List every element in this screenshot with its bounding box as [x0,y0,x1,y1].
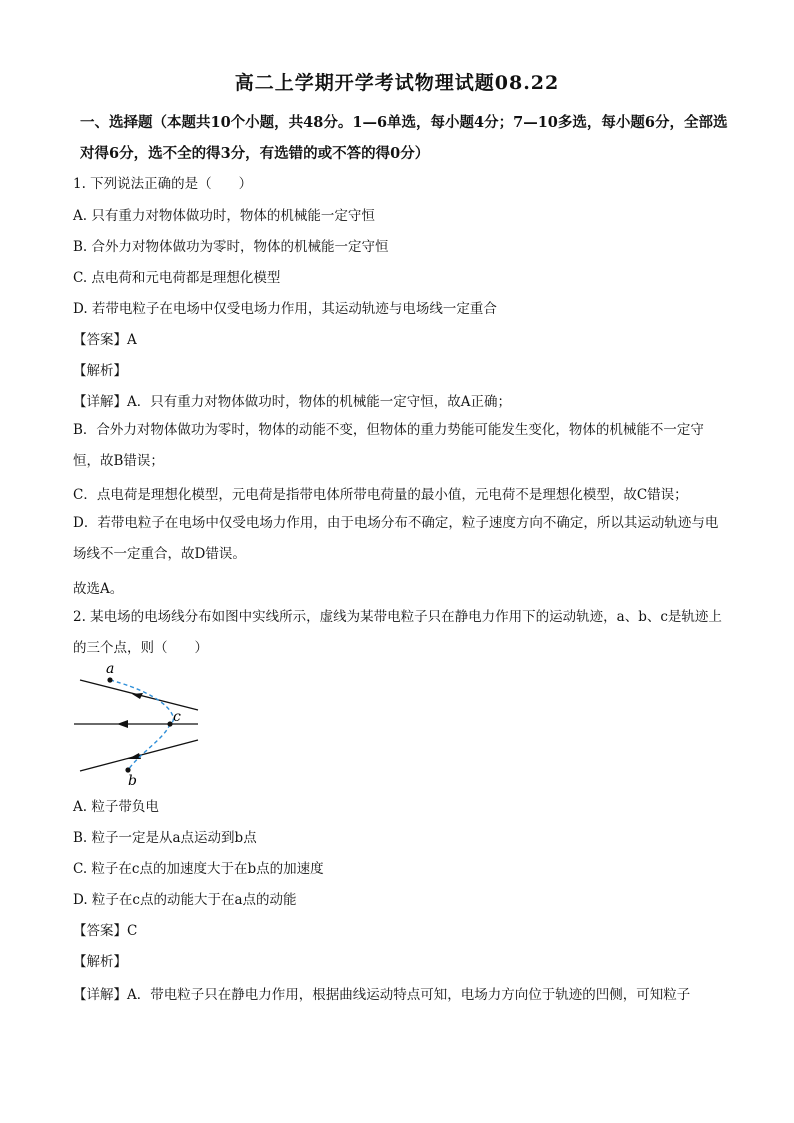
point-b [125,767,130,772]
q1-option-b: B. 合外力对物体做功为零时，物体的机械能一定守恒 [73,239,389,255]
q1-analysis-label: 【解析】 [73,363,127,379]
q2-stem: 2. 某电场的电场线分布如图中实线所示，虚线为某带电粒子只在静电力作用下的运动轨迹，a、b、c是轨迹上的三个点，则（ ） [73,609,722,656]
electric-field-figure [70,658,210,788]
arrow-upper [132,693,143,699]
q1-conclusion: 故选A。 [73,581,124,597]
q1-stem: 1. 下列说法正确的是（ ） [73,176,253,192]
label-c: c [173,709,181,725]
q1-option-c: C. 点电荷和元电荷都是理想化模型 [73,270,281,286]
q1-detail-a: 【详解】A．只有重力对物体做功时，物体的机械能一定守恒，故A正确； [73,394,511,410]
q1-detail-b: B．合外力对物体做功为零时，物体的动能不变，但物体的重力势能可能发生变化，物体的机械能不一定守恒，故B错误； [73,422,704,469]
q1-answer: 【答案】A [73,332,137,348]
q2-option-a: A. 粒子带负电 [73,799,159,815]
q1-detail-d: D．若带电粒子在电场中仅受电场力作用，由于电场分布不确定，粒子速度方向不确定，所以其运动轨迹与电场线不一定重合，故D错误。 [73,515,719,562]
label-a: a [106,661,115,677]
q2-detail: 【详解】A．带电粒子只在静电力作用，根据曲线运动特点可知，电场力方向位于轨迹的凹侧，可知粒子 [73,987,691,1003]
point-a [107,677,112,682]
q2-option-d: D. 粒子在c点的动能大于在a点的动能 [73,892,297,908]
q2-answer: 【答案】C [73,923,138,939]
section-heading: 一、选择题（本题共10个小题，共48分。1—6单选，每小题4分；7—10多选，每小题6分，全部选对得6分，选不全的得3分，有选错的或不答的得0分） [80,114,728,162]
label-b: b [128,773,137,788]
q1-detail-c: C．点电荷是理想化模型，元电荷是指带电体所带电荷量的最小值，元电荷不是理想化模型，故C错误； [73,487,688,503]
q2-option-b: B. 粒子一定是从a点运动到b点 [73,830,257,846]
arrow-middle [117,720,128,728]
q2-option-c: C. 粒子在c点的加速度大于在b点的加速度 [73,861,324,877]
arrow-lower [128,753,141,759]
q1-option-a: A. 只有重力对物体做功时，物体的机械能一定守恒 [73,208,375,224]
page-title: 高二上学期开学考试物理试题08.22 [234,72,560,94]
point-c [167,721,172,726]
q1-option-d: D. 若带电粒子在电场中仅受电场力作用，其运动轨迹与电场线一定重合 [73,301,497,317]
q2-analysis-label: 【解析】 [73,954,127,970]
